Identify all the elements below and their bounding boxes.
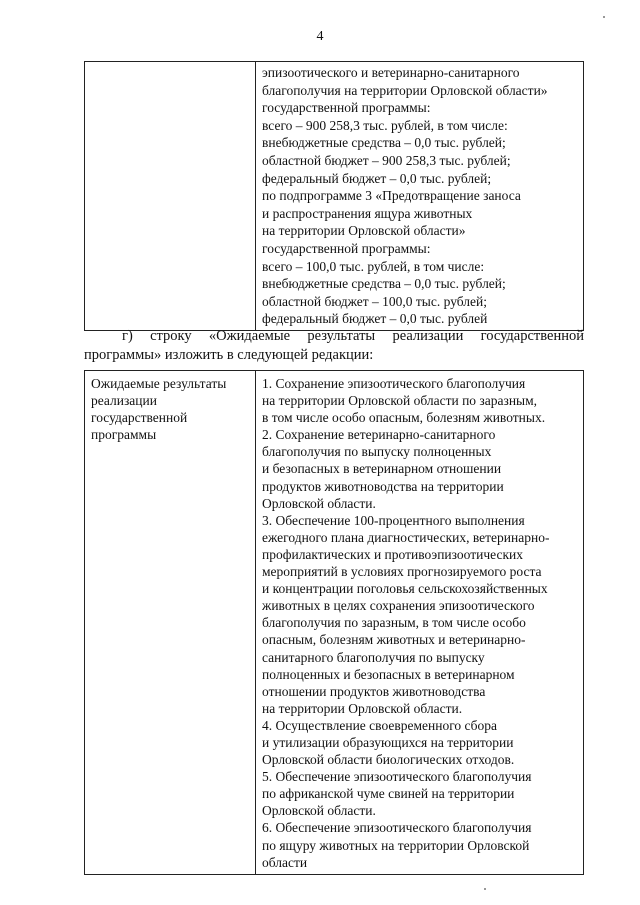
- text-line: ежегодного плана диагностических, ветеринарно-: [262, 529, 550, 545]
- text-line: отношении продуктов животноводства: [262, 683, 486, 699]
- left-cell: [85, 62, 256, 331]
- left-cell: [85, 371, 256, 875]
- text-line: 2. Сохранение ветеринарно-санитарного: [262, 427, 496, 443]
- paragraph-line: программы» изложить в следующей редакции:: [84, 347, 374, 363]
- text-line: продуктов животноводства на территории: [262, 478, 504, 494]
- text-line: федеральный бюджет – 0,0 тыс. рублей;: [262, 170, 492, 186]
- table-row: [85, 371, 584, 875]
- text-line: области: [262, 854, 308, 870]
- page-number: 4: [316, 29, 324, 44]
- text-line: всего – 900 258,3 тыс. рублей, в том числе:: [262, 117, 508, 133]
- text-line: 3. Обеспечение 100-процентного выполнения: [262, 512, 525, 528]
- text-line: и безопасных в ветеринарном отношении: [262, 461, 502, 477]
- text-line: федеральный бюджет – 0,0 тыс. рублей: [262, 311, 488, 327]
- text-line: благополучия по выпуску полноценных: [262, 444, 492, 460]
- text-line: всего – 100,0 тыс. рублей, в том числе:: [262, 258, 485, 274]
- text-line: Орловской области биологических отходов.: [262, 752, 515, 768]
- text-line: на территории Орловской области по заразным,: [262, 393, 538, 409]
- text-line: Орловской области.: [262, 495, 376, 511]
- row-heading-line: программы: [91, 427, 157, 443]
- text-line: благополучия по заразным, в том числе особо: [262, 615, 526, 631]
- expected-results-table: [84, 370, 584, 875]
- text-line: областной бюджет – 900 258,3 тыс. рублей;: [262, 152, 511, 168]
- paragraph-line: г) строку «Ожидаемые результаты реализации государственной: [122, 328, 584, 344]
- text-line: на территории Орловской области»: [262, 223, 466, 239]
- text-line: и концентрации поголовья сельскохозяйственных: [262, 581, 548, 597]
- text-line: по подпрограмме 3 «Предотвращение заноса: [262, 188, 521, 204]
- text-line: профилактических и противоэпизоотических: [262, 546, 524, 562]
- text-line: по ящуру животных на территории Орловской: [262, 837, 530, 853]
- scan-speck: [603, 16, 605, 18]
- text-line: 4. Осуществление своевременного сбора: [262, 717, 498, 733]
- text-line: и утилизации образующихся на территории: [262, 734, 514, 750]
- text-line: государственной программы:: [262, 240, 431, 256]
- text-line: по африканской чуме свиней на территории: [262, 786, 515, 802]
- text-line: внебюджетные средства – 0,0 тыс. рублей;: [262, 276, 506, 292]
- text-line: и распространения ящура животных: [262, 205, 473, 221]
- text-line: на территории Орловской области.: [262, 700, 463, 716]
- text-line: мероприятий в условиях прогнозируемого роста: [262, 564, 542, 580]
- right-cell: [256, 371, 584, 875]
- text-line: 1. Сохранение эпизоотического благополучия: [262, 376, 526, 391]
- row-heading-line: государственной: [91, 410, 188, 426]
- text-line: в том числе особо опасным, болезням животных.: [262, 410, 546, 426]
- row-heading-line: реализации: [91, 393, 157, 409]
- text-line: опасным, болезням животных и ветеринарно-: [262, 632, 526, 648]
- right-cell: [256, 62, 584, 331]
- text-line: полноценных и безопасных в ветеринарном: [262, 666, 515, 682]
- text-line: эпизоотического и ветеринарно-санитарного: [262, 65, 520, 80]
- financing-table: [84, 61, 584, 331]
- text-line: внебюджетные средства – 0,0 тыс. рублей;: [262, 135, 506, 151]
- amendment-paragraph: [84, 327, 584, 365]
- table-row: [85, 62, 584, 331]
- text-line: областной бюджет – 100,0 тыс. рублей;: [262, 293, 487, 309]
- text-line: санитарного благополучия по выпуску: [262, 649, 485, 665]
- scan-speck: [484, 888, 486, 890]
- text-line: благополучия на территории Орловской области»: [262, 82, 548, 98]
- text-line: животных в целях сохранения эпизоотического: [262, 598, 535, 614]
- text-line: 6. Обеспечение эпизоотического благополучия: [262, 820, 532, 836]
- text-line: государственной программы:: [262, 100, 431, 116]
- text-line: Орловской области.: [262, 803, 376, 819]
- text-line: 5. Обеспечение эпизоотического благополучия: [262, 769, 532, 785]
- row-heading-line: Ожидаемые результаты: [91, 376, 227, 391]
